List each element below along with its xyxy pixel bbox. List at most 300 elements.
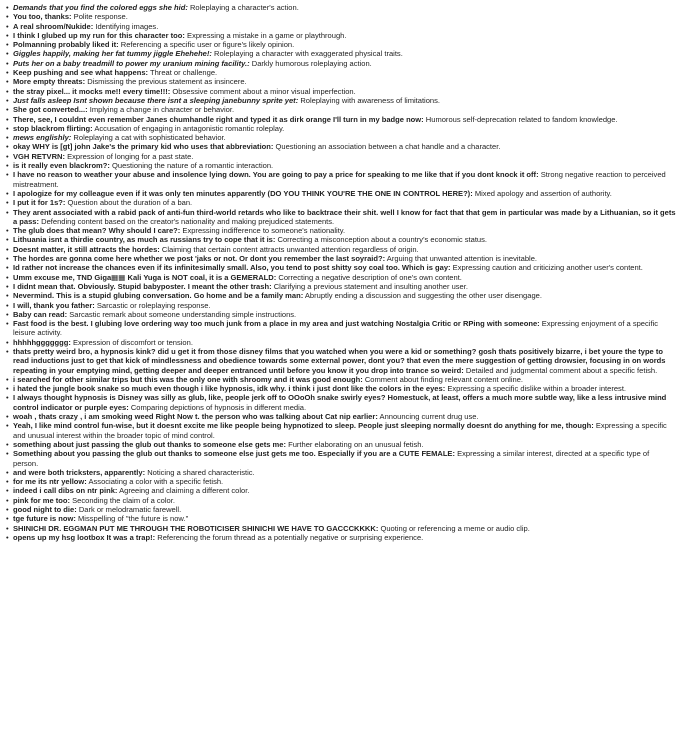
bullet-icon: • bbox=[6, 439, 9, 449]
item-description: Questioning the nature of a romantic interaction. bbox=[112, 161, 274, 171]
item-quote-text: Fast food is the best. I glubing love ordering way too much junk from a place in my area and just watching Nostalgia Critic or RPing with someone bbox=[13, 319, 538, 329]
item-description: Sarcastic or roleplaying response. bbox=[96, 300, 211, 310]
item-colon: : bbox=[283, 439, 286, 449]
item-quote-text: Puts her on a baby treadmill to power my uranium mining facility. bbox=[13, 58, 248, 68]
item-quote bbox=[13, 170, 539, 179]
item-description: Seconding the claim of a color. bbox=[72, 495, 175, 505]
list-item bbox=[6, 3, 676, 12]
item-quote bbox=[13, 235, 275, 244]
item-quote bbox=[13, 477, 87, 486]
list-item bbox=[6, 87, 676, 96]
item-quote-text: The glub does that mean? Why should I care? bbox=[13, 226, 178, 236]
list-item bbox=[6, 245, 676, 254]
item-description: Correcting a negative description of one's own content. bbox=[278, 272, 462, 282]
bullet-icon: • bbox=[6, 161, 9, 171]
item-colon: : bbox=[295, 95, 299, 105]
item-colon: : bbox=[360, 374, 363, 384]
item-description: Associating a color with a specific fetish. bbox=[88, 477, 224, 487]
item-description: Expressing a mistake in a game or playthrough. bbox=[187, 30, 347, 40]
item-colon: : bbox=[182, 30, 185, 40]
item-quote bbox=[13, 263, 451, 272]
item-quote-text: Just falls asleep Isnt shown because there isnt a sleeping janebunny sprite yet bbox=[13, 95, 296, 105]
item-quote-text: and were both tricksters, apparently bbox=[13, 467, 143, 477]
item-description: Agreeing and claiming a different color. bbox=[119, 486, 250, 496]
item-quote-part: Umm excuse me, TND Giga bbox=[13, 272, 112, 282]
list-item bbox=[6, 133, 676, 142]
item-description: Dark or melodramatic farewell. bbox=[78, 505, 182, 515]
item-colon: : bbox=[461, 365, 464, 375]
bullet-icon: • bbox=[6, 40, 9, 50]
item-colon: : bbox=[67, 495, 71, 505]
item-quote-text: tge future is now bbox=[13, 514, 74, 524]
list-item bbox=[6, 40, 676, 49]
item-description: Roleplaying a character with exaggerated physical traits. bbox=[214, 49, 403, 59]
item-quote bbox=[13, 124, 93, 133]
item-description: Detailed and judgmental comment about a specific fetish. bbox=[465, 365, 658, 375]
list-item bbox=[6, 115, 676, 124]
item-colon: : bbox=[272, 235, 276, 245]
item-colon: : bbox=[126, 402, 129, 412]
item-quote bbox=[13, 133, 71, 142]
item-colon: : bbox=[85, 105, 88, 115]
item-colon: : bbox=[92, 300, 95, 310]
bullet-icon: • bbox=[6, 412, 9, 422]
item-quote-text: pink for me too bbox=[13, 495, 68, 505]
item-description: Expression of longing for a past state. bbox=[67, 151, 194, 161]
item-description: Expressing a similar interest, directed at a specific type of person. bbox=[13, 449, 650, 468]
bullet-icon: • bbox=[6, 393, 9, 403]
item-quote-text: More empty threats bbox=[13, 77, 83, 87]
bullet-icon: • bbox=[6, 12, 9, 22]
item-description: Defending content based on the creator's nationality and making prejudiced statements. bbox=[41, 216, 335, 226]
bullet-icon: • bbox=[6, 86, 9, 96]
bullet-icon: • bbox=[6, 346, 9, 356]
list-item bbox=[6, 96, 676, 105]
list-item bbox=[6, 319, 676, 338]
item-description: Questioning an association between a chat handle and a character. bbox=[275, 142, 501, 152]
item-colon: : bbox=[142, 467, 146, 477]
summary-list bbox=[6, 3, 676, 542]
item-colon: : bbox=[68, 337, 71, 347]
item-colon: : bbox=[269, 281, 272, 291]
item-description: Correcting a misconception about a country's economic status. bbox=[277, 235, 488, 245]
bullet-icon: • bbox=[6, 272, 9, 282]
item-description: Referencing the forum thread as a potentially negative or surprising experience. bbox=[157, 532, 424, 542]
item-description: Sarcastic remark about someone understanding simple instructions. bbox=[69, 309, 297, 319]
bullet-icon: • bbox=[6, 514, 9, 524]
item-colon: : bbox=[74, 505, 77, 515]
item-quote-text: for me its ntr yellow bbox=[13, 477, 85, 487]
item-quote bbox=[13, 384, 445, 393]
item-colon: : bbox=[84, 477, 87, 487]
item-quote-text: i hated the jungle book snake so much even though i like hypnosis, idk why. i think i just dont like the colors in the eyes bbox=[13, 384, 443, 394]
bullet-icon: • bbox=[6, 123, 9, 133]
list-item bbox=[6, 226, 676, 235]
list-item bbox=[6, 254, 676, 263]
bullet-icon: • bbox=[6, 151, 9, 161]
list-item bbox=[6, 291, 676, 300]
item-quote-text: Something about you passing the glub out thanks to someone else just gets me too. Especially if you are a CUTE FEMALE bbox=[13, 449, 453, 459]
list-item bbox=[6, 514, 676, 523]
item-description: Obsessive comment about a minor visual imperfection. bbox=[172, 86, 356, 96]
item-colon: : bbox=[448, 263, 451, 273]
item-description: Implying a change in character or behavior. bbox=[89, 105, 235, 115]
item-colon: : bbox=[421, 114, 424, 124]
item-quote bbox=[13, 40, 119, 49]
list-item bbox=[6, 124, 676, 133]
item-description: Humorous self-deprecation related to fandom knowledge. bbox=[425, 114, 618, 124]
item-quote-text: I put it for 1s? bbox=[13, 198, 63, 208]
bullet-icon: • bbox=[6, 170, 9, 180]
bullet-icon: • bbox=[6, 467, 9, 477]
item-description: Misspelling of "the future is now." bbox=[78, 514, 189, 524]
item-description: Clarifying a previous statement and insulting another user. bbox=[273, 281, 468, 291]
item-quote bbox=[13, 524, 378, 533]
item-quote bbox=[13, 31, 185, 40]
item-quote bbox=[13, 291, 303, 300]
item-quote bbox=[13, 412, 378, 421]
item-quote-text: They arent associated with a rabid pack of anti-fun third-world retards who like to backtrace their shit. well I know for fact that that gem in particular was made by a Lithuanian, so it gets a pass bbox=[13, 207, 676, 226]
item-quote bbox=[13, 486, 117, 495]
bullet-icon: • bbox=[6, 188, 9, 198]
bullet-icon: • bbox=[6, 495, 9, 505]
item-description: Identifying images. bbox=[95, 21, 159, 31]
item-quote-text: Yeah, I like mind control fun-wise, but it doesnt excite me like people being hypnotized to sleep. People just sleeping normally doesnt do anything for me, though bbox=[13, 421, 592, 431]
item-colon: : bbox=[536, 170, 539, 180]
item-colon: : bbox=[69, 12, 72, 22]
bullet-icon: • bbox=[6, 105, 9, 115]
list-item bbox=[6, 310, 676, 319]
bullet-icon: • bbox=[6, 21, 9, 31]
item-description: Abruptly ending a discussion and suggesting the other user disengage. bbox=[304, 291, 542, 301]
item-colon: : bbox=[209, 49, 212, 59]
list-item bbox=[6, 263, 676, 272]
item-colon: : bbox=[375, 523, 379, 533]
bullet-icon: • bbox=[6, 523, 9, 533]
bullet-icon: • bbox=[6, 374, 9, 384]
item-quote-text: Giggles happily, making her fat tummy jiggle Ehehehe! bbox=[13, 49, 210, 59]
item-quote bbox=[13, 421, 594, 430]
bullet-icon: • bbox=[6, 421, 9, 431]
item-description: Dismissing the previous statement as insincere. bbox=[87, 77, 247, 87]
item-colon: : bbox=[116, 40, 119, 50]
item-description: Strong negative reaction to perceived mistreatment. bbox=[13, 170, 666, 189]
item-colon: : bbox=[36, 216, 40, 226]
bullet-icon: • bbox=[6, 477, 9, 487]
bullet-icon: • bbox=[6, 337, 9, 347]
item-description: Mixed apology and assertion of authority. bbox=[474, 188, 612, 198]
bullet-icon: • bbox=[6, 207, 9, 217]
item-colon: : bbox=[247, 58, 250, 68]
bullet-icon: • bbox=[6, 235, 9, 245]
item-description: Expressing enjoyment of a specific leisure activity. bbox=[13, 319, 658, 338]
list-item bbox=[6, 189, 676, 198]
bullet-icon: • bbox=[6, 226, 9, 236]
item-quote-text: There, see, I couldnt even remember Janes chumhandle right and typed it as dirk orange I'll turn in my badge now bbox=[13, 114, 422, 124]
item-quote-text: okay WHY is [gt] john Jake's the primary kid who uses that abbreviation bbox=[13, 142, 271, 152]
list-item bbox=[6, 393, 676, 412]
bullet-icon: • bbox=[6, 505, 9, 515]
item-colon: : bbox=[90, 123, 93, 133]
item-description: Claiming that certain content attracts unwanted attention regardless of origin. bbox=[161, 244, 419, 254]
item-quote-text: I have no reason to weather your abuse and insolence lying down. You are going to pay a price for speaking to me like that if you dont knock it off bbox=[13, 170, 537, 180]
bullet-icon: • bbox=[6, 114, 9, 124]
item-quote bbox=[13, 310, 67, 319]
item-quote bbox=[13, 59, 250, 68]
list-item bbox=[6, 235, 676, 244]
item-colon: : bbox=[452, 449, 455, 459]
item-quote-text: something about just passing the glub out thanks to someone else gets me bbox=[13, 439, 284, 449]
item-quote bbox=[13, 87, 170, 96]
list-item bbox=[6, 384, 676, 393]
item-description: Threat or challenge. bbox=[150, 68, 218, 78]
item-quote bbox=[13, 393, 666, 411]
item-description: Expressing a specific dislike within a broader interest. bbox=[447, 384, 627, 394]
item-quote bbox=[13, 142, 273, 151]
item-description: Expression of discomfort or tension. bbox=[72, 337, 193, 347]
list-item bbox=[6, 49, 676, 58]
list-item bbox=[6, 161, 676, 170]
item-quote-text: mews englishly bbox=[13, 133, 69, 143]
item-quote-text: thats pretty weird bro, a hypnosis kink? did u get it from those disney films that you watched when you were a kid or something? gosh thats positively bizarre, i bet youre the type to read inductions just to get that kick of mindlessness and obedience towards some external power, dont you? that even the mere suggestion of getting drowsier, focusing in on words repeating in your emptying mind, getting deeper and deeper entranced until before you know it you drop into trance so weird bbox=[13, 346, 666, 375]
item-description: Comment about finding relevant content online. bbox=[364, 374, 523, 384]
bullet-icon: • bbox=[6, 142, 9, 152]
list-item bbox=[6, 198, 676, 207]
bullet-icon: • bbox=[6, 198, 9, 208]
item-colon: : bbox=[157, 244, 160, 254]
bullet-icon: • bbox=[6, 263, 9, 273]
item-quote-text: SHINICHI DR. EGGMAN PUT ME THROUGH THE ROBOTICISER SHINICHI WE HAVE TO GACCCKKKK bbox=[13, 523, 376, 533]
item-description: Expressing indifference to someone's nationality. bbox=[182, 226, 346, 236]
bullet-icon: • bbox=[6, 3, 9, 12]
item-description: Polite response. bbox=[73, 12, 128, 22]
item-quote bbox=[13, 338, 71, 347]
list-item bbox=[6, 440, 676, 449]
bullet-icon: • bbox=[6, 133, 9, 143]
item-quote bbox=[13, 375, 363, 384]
item-description: Comparing depictions of hypnosis in different media. bbox=[130, 402, 307, 412]
item-colon: : bbox=[442, 384, 446, 394]
item-quote-text: A real shroom/Nukide bbox=[13, 21, 91, 31]
document-page bbox=[6, 3, 676, 750]
item-quote bbox=[13, 12, 72, 21]
item-description: Question about the duration of a ban. bbox=[67, 198, 193, 208]
item-quote bbox=[13, 189, 473, 198]
item-quote-text: I will, thank you father bbox=[13, 300, 93, 310]
item-quote-text: Baby can read bbox=[13, 309, 65, 319]
bullet-icon: • bbox=[6, 532, 9, 542]
item-quote-text: Nevermind. This is a stupid glubing conversation. Go home and be a family man bbox=[13, 291, 301, 301]
bullet-icon: • bbox=[6, 291, 9, 301]
list-item bbox=[6, 208, 676, 227]
item-quote bbox=[13, 440, 286, 449]
list-item bbox=[6, 68, 676, 77]
item-colon: : bbox=[470, 188, 473, 198]
item-quote-text: Doesnt matter, it still attracts the hordes bbox=[13, 244, 158, 254]
item-colon: : bbox=[90, 21, 94, 31]
item-description: Roleplaying a cat with sophisticated behavior. bbox=[73, 133, 226, 143]
item-colon: : bbox=[62, 151, 65, 161]
item-quote bbox=[13, 505, 77, 514]
bullet-icon: • bbox=[6, 49, 9, 59]
item-colon: : bbox=[375, 412, 378, 422]
item-description: Further elaborating on an unusual fetish. bbox=[288, 439, 424, 449]
bullet-icon: • bbox=[6, 254, 9, 264]
bullet-icon: • bbox=[6, 486, 9, 496]
item-quote bbox=[13, 496, 70, 505]
item-quote-text: I think I glubed up my run for this character too bbox=[13, 30, 183, 40]
list-item bbox=[6, 301, 676, 310]
list-item bbox=[6, 533, 676, 542]
emoji-glyph-icon: ▦▦ bbox=[111, 272, 126, 282]
item-description: Noticing a shared characteristic. bbox=[147, 467, 255, 477]
item-colon: : bbox=[537, 319, 540, 329]
item-quote-text: Polmanning probably liked it bbox=[13, 40, 117, 50]
item-colon: : bbox=[73, 514, 76, 524]
item-quote bbox=[13, 301, 95, 310]
list-item bbox=[6, 152, 676, 161]
item-colon: : bbox=[145, 68, 149, 78]
item-quote bbox=[13, 273, 276, 282]
bullet-icon: • bbox=[6, 68, 9, 78]
list-item bbox=[6, 273, 676, 282]
item-colon: : bbox=[167, 86, 171, 96]
list-item bbox=[6, 375, 676, 384]
list-item bbox=[6, 477, 676, 486]
list-item bbox=[6, 105, 676, 114]
bullet-icon: • bbox=[6, 244, 9, 254]
list-item bbox=[6, 347, 676, 375]
item-description: Referencing a specific user or figure's likely opinion. bbox=[120, 40, 295, 50]
item-colon: : bbox=[114, 486, 118, 496]
list-item bbox=[6, 486, 676, 495]
item-quote-text: Demands that you find the colored eggs she hid bbox=[13, 3, 186, 12]
item-quote bbox=[13, 245, 160, 254]
item-colon: : bbox=[64, 309, 68, 319]
bullet-icon: • bbox=[6, 30, 9, 40]
list-item bbox=[6, 282, 676, 291]
item-description: Accusation of engaging in antagonistic romantic roleplay. bbox=[94, 123, 285, 133]
list-item bbox=[6, 496, 676, 505]
bullet-icon: • bbox=[6, 449, 9, 459]
item-quote-text: i searched for other similar trips but this was the only one with shroomy and it was good enough bbox=[13, 374, 361, 384]
item-quote bbox=[13, 161, 110, 170]
list-item bbox=[6, 22, 676, 31]
item-description: Roleplaying a character's action. bbox=[189, 3, 299, 12]
list-item bbox=[6, 421, 676, 440]
item-quote bbox=[13, 254, 385, 263]
item-quote bbox=[13, 198, 65, 207]
item-quote-part: Kali Yuga is NOT coal, it is a GEMERALD: bbox=[125, 272, 277, 282]
item-description: Arguing that unwanted attention is inevitable. bbox=[386, 254, 537, 264]
list-item bbox=[6, 142, 676, 151]
list-item bbox=[6, 170, 676, 189]
item-colon: : bbox=[591, 421, 594, 431]
item-quote bbox=[13, 3, 188, 12]
item-colon: : bbox=[68, 133, 72, 143]
bullet-icon: • bbox=[6, 95, 9, 105]
item-quote bbox=[13, 282, 272, 291]
list-item bbox=[6, 412, 676, 421]
item-quote bbox=[13, 115, 424, 124]
item-quote bbox=[13, 533, 155, 542]
bullet-icon: • bbox=[6, 319, 9, 329]
item-quote-text: Id rather not increase the chances even if its infinitesimally small. Also, you tend to post shitty soy coal too. Which is gay bbox=[13, 263, 449, 273]
item-quote-text: woah , thats crazy , i am smoking weed Right Now t. the person who was talking about Cat nip earlier bbox=[13, 412, 376, 422]
item-quote-text: She got converted... bbox=[13, 105, 86, 115]
bullet-icon: • bbox=[6, 281, 9, 291]
list-item bbox=[6, 505, 676, 514]
list-item bbox=[6, 12, 676, 21]
item-description: Announcing current drug use. bbox=[379, 412, 479, 422]
item-colon: : bbox=[62, 198, 66, 208]
list-item bbox=[6, 77, 676, 86]
item-colon: : bbox=[270, 142, 274, 152]
item-quote bbox=[13, 68, 148, 77]
item-quote-text: Keep pushing and see what happens bbox=[13, 68, 146, 78]
item-quote bbox=[13, 77, 85, 86]
item-quote bbox=[13, 226, 180, 235]
item-quote bbox=[13, 152, 65, 161]
bullet-icon: • bbox=[6, 384, 9, 394]
item-quote-text: opens up my hsg lootbox It was a trap! bbox=[13, 532, 153, 542]
item-colon: : bbox=[152, 532, 156, 542]
item-quote bbox=[13, 105, 88, 114]
item-quote bbox=[13, 449, 455, 458]
item-colon: : bbox=[185, 3, 188, 12]
item-quote bbox=[13, 96, 298, 105]
item-quote bbox=[13, 514, 76, 523]
bullet-icon: • bbox=[6, 58, 9, 68]
item-colon: : bbox=[107, 161, 110, 171]
list-item bbox=[6, 31, 676, 40]
item-quote-text: I didnt mean that. Obviously. Stupid babyposter. I meant the other trash bbox=[13, 281, 270, 291]
item-quote-text: The hordes are gonna come here whether we post 'jaks or not. Or dont you remember the last soyraid? bbox=[13, 254, 383, 264]
list-item bbox=[6, 59, 676, 68]
item-quote bbox=[13, 22, 93, 31]
bullet-icon: • bbox=[6, 300, 9, 310]
item-description: Expressing a specific and unusual interest within the broader topic of mind control. bbox=[13, 421, 667, 440]
item-description: Expressing caution and criticizing another user's content. bbox=[452, 263, 643, 273]
bullet-icon: • bbox=[6, 77, 9, 87]
item-colon: : bbox=[300, 291, 304, 301]
item-quote-text: stop blackrom flirting bbox=[13, 123, 91, 133]
bullet-icon: • bbox=[6, 309, 9, 319]
list-item bbox=[6, 338, 676, 347]
list-item bbox=[6, 468, 676, 477]
item-description: Darkly humorous roleplaying action. bbox=[251, 58, 372, 68]
item-description: Quoting or referencing a meme or audio clip. bbox=[380, 523, 530, 533]
item-quote bbox=[13, 319, 540, 328]
item-quote-text: is it really even blackrom? bbox=[13, 161, 108, 171]
item-quote-text: Lithuania isnt a thirdie country, as much as russians try to cope that it is bbox=[13, 235, 273, 245]
item-quote bbox=[13, 49, 212, 58]
item-quote-text: I apologize for my colleague even if it was only ten minutes apparently (DO YOU THINK YOU'RE THE ONE IN CONTROL HERE?) bbox=[13, 188, 471, 198]
item-quote-text: indeed i call dibs on ntr pink bbox=[13, 486, 115, 496]
item-colon: : bbox=[382, 254, 386, 264]
item-colon: : bbox=[82, 77, 86, 87]
list-item bbox=[6, 449, 676, 468]
item-quote-text: I always thought hypnosis is Disney was silly as glub, like, people jerk off to OOoOh snake swirly eyes? Homestuck, at least, offers a much more subtle way, like a less intrusive mind control indicator or purple eyes bbox=[13, 393, 667, 412]
item-quote-text: the stray pixel... it mocks me!! every time!!! bbox=[13, 86, 168, 96]
item-description: Roleplaying with awareness of limitations. bbox=[300, 95, 440, 105]
item-quote-text: You too, thanks bbox=[13, 12, 70, 22]
item-quote bbox=[13, 468, 145, 477]
item-quote-text: VGH RETVRN bbox=[13, 151, 63, 161]
item-colon: : bbox=[177, 226, 181, 236]
list-item bbox=[6, 524, 676, 533]
item-quote-text: hhhhhggggggg bbox=[13, 337, 69, 347]
